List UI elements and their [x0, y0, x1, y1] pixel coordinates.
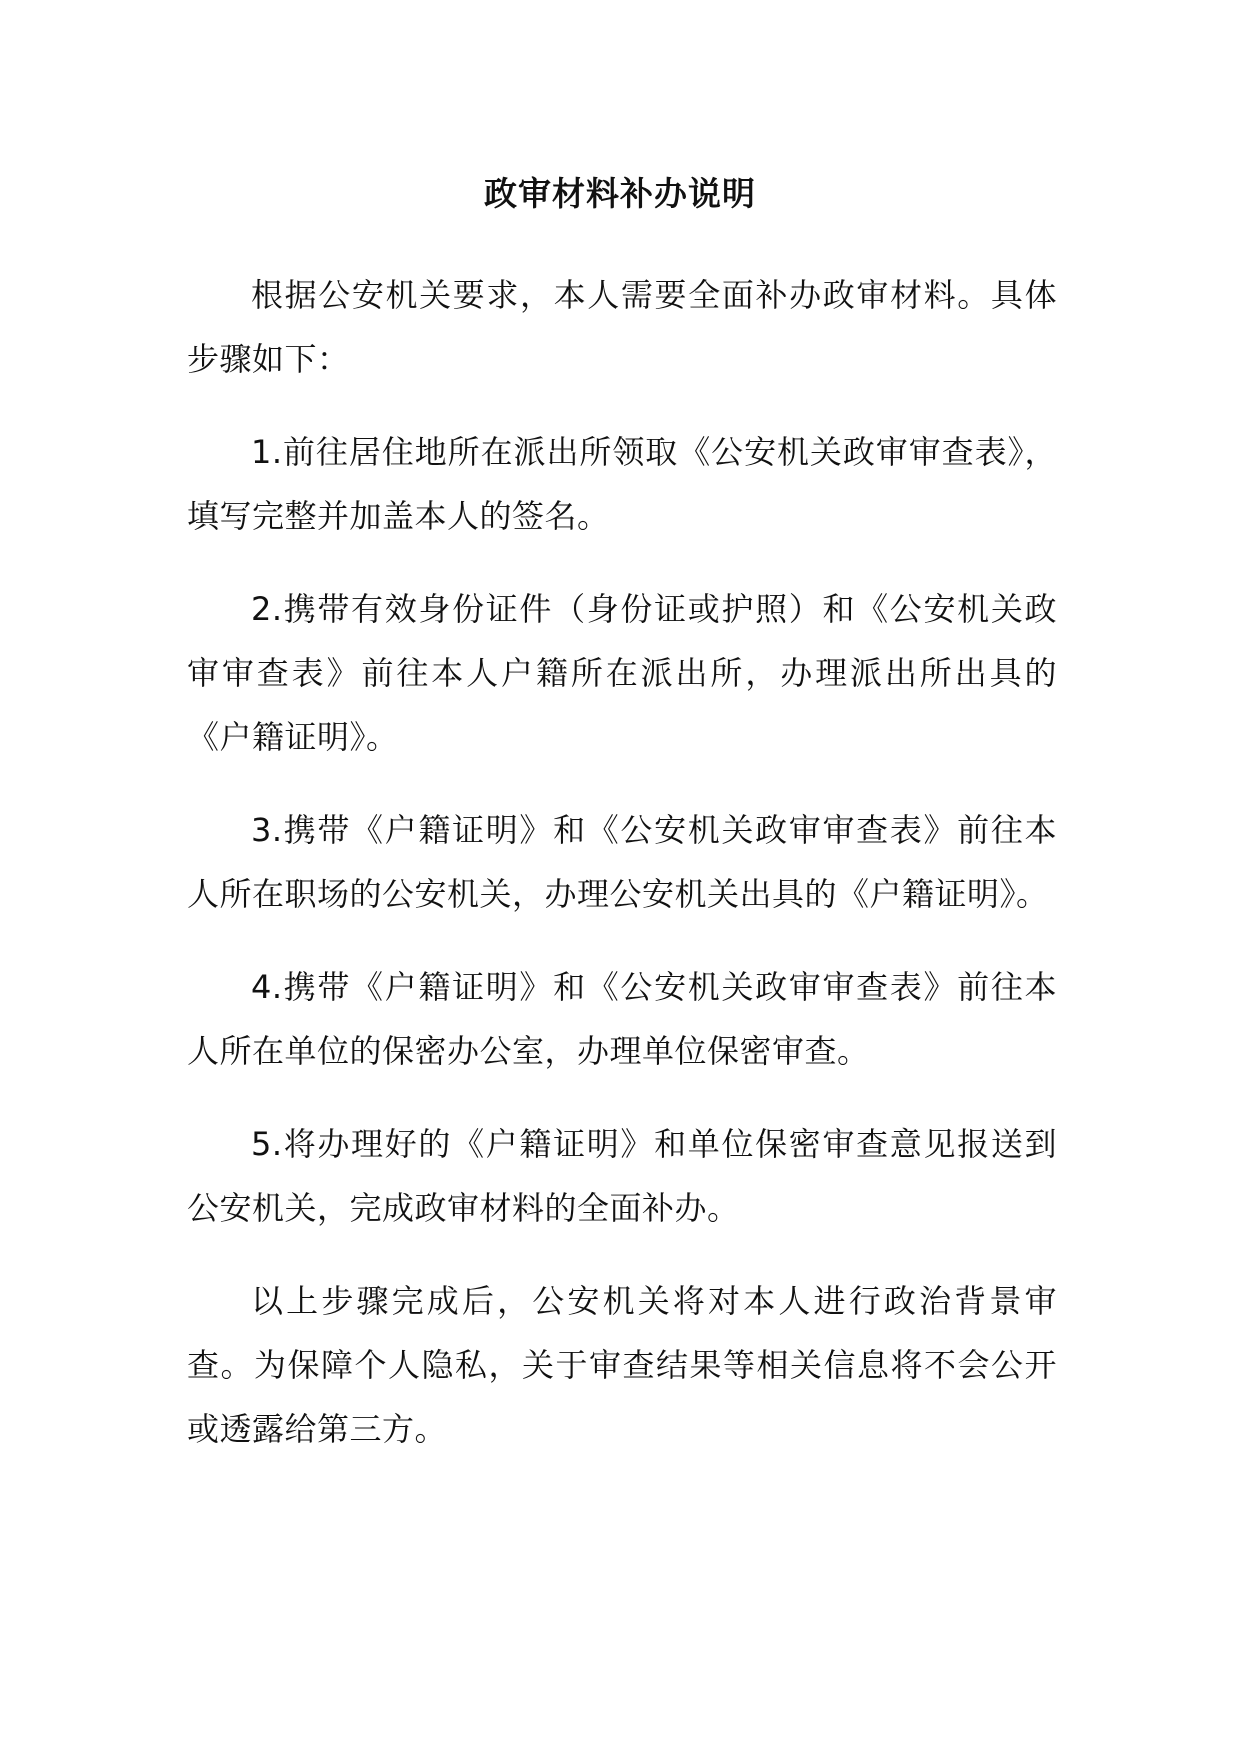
step-2-paragraph: 2.携带有效身份证件（身份证或护照）和《公安机关政审审查表》前往本人户籍所在派出所，办理派出所出具的《户籍证明》。	[187, 590, 1057, 756]
closing-paragraph: 以上步骤完成后，公安机关将对本人进行政治背景审查。为保障个人隐私，关于审查结果等相关信息将不会公开或透露给第三方。	[187, 1282, 1057, 1448]
document-body	[187, 263, 1057, 1490]
intro-paragraph: 根据公安机关要求，本人需要全面补办政审材料。具体步骤如下：	[187, 276, 1057, 378]
step-1-paragraph: 1.前往居住地所在派出所领取《公安机关政审审查表》，填写完整并加盖本人的签名。	[187, 433, 1057, 535]
step-5-paragraph: 5.将办理好的《户籍证明》和单位保密审查意见报送到公安机关，完成政审材料的全面补办。	[187, 1125, 1057, 1227]
step-4-paragraph: 4.携带《户籍证明》和《公安机关政审审查表》前往本人所在单位的保密办公室，办理单位保密审查。	[187, 968, 1057, 1070]
step-3-paragraph: 3.携带《户籍证明》和《公安机关政审审查表》前往本人所在职场的公安机关，办理公安机关出具的《户籍证明》。	[187, 811, 1057, 913]
document-title: 政审材料补办说明	[484, 174, 756, 213]
